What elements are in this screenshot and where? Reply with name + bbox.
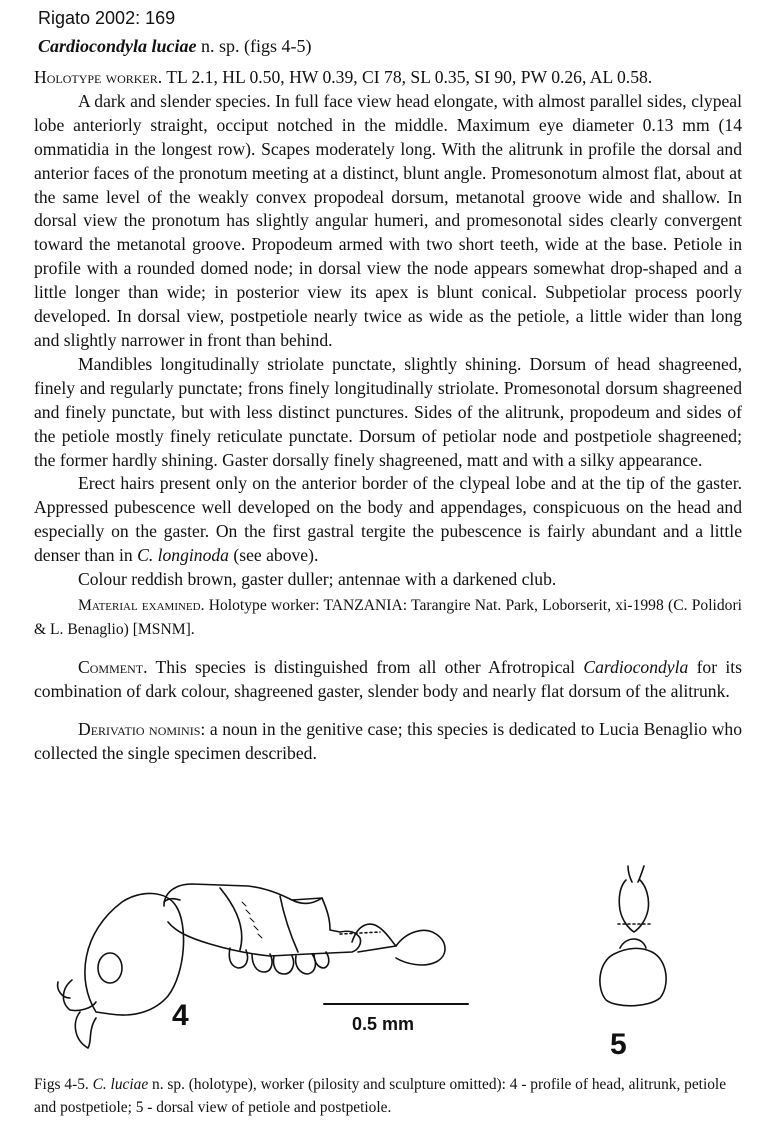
- derivatio-paragraph: [34, 718, 742, 766]
- description-p3-after: (see above).: [228, 545, 319, 566]
- caption-before: Figs 4-5.: [34, 1076, 93, 1093]
- comment-italic: Cardiocondyla: [583, 656, 689, 677]
- derivatio-text: a noun in the genitive case; this species is dedicated to Lucia Benaglio who collected the single specimen described.: [34, 718, 742, 763]
- alitrunk-outline: [164, 884, 361, 956]
- material-text: Holotype worker: TANZANIA: Tarangire Nat. Park, Loborserit, xi-1998 (C. Polidori & L. Benaglio) [MSNM].: [34, 596, 742, 638]
- figure-4-5: [40, 862, 740, 1067]
- description-paragraph-1: A dark and slender species. In full face view head elongate, with almost parallel sides, clypeal lobe anteriorly straight, occiput notched in the middle. Maximum eye diameter 0.13 mm (14 ommatidia in the longest row). Scapes moderately long. With the alitrunk in profile the dorsal and anterior faces of the pronotum meeting at a distinct, blunt angle. Promesonotum almost flat, about at the same level of the weakly convex propodeal dorsum, metanotal groove wide and shallow. In dorsal view the pronotum has slightly angular humeri, and promesonotal sides clearly convergent toward the metanotal groove. Propodeum armed with two short teeth, wide at the base. Petiole in profile with a rounded domed node; in dorsal view the node appears somewhat drop-shaped and a little longer than wide; in posterior view its apex is blunt conical. Subpetiolar process poorly developed. In dorsal view, postpetiole nearly twice as wide as the petiole, a little wider than long and slightly narrower in front than behind.: [34, 90, 742, 350]
- caption-after: n. sp. (holotype), worker (pilosity and sculpture omitted): 4 - profile of head, alitrunk, petiole and postpetiole; 5 - dorsal view of petiole and postpetiole.: [34, 1076, 727, 1116]
- figure-label-5: 5: [610, 1028, 627, 1061]
- figure-caption: [34, 1073, 744, 1119]
- material-examined-paragraph: [34, 594, 742, 642]
- comment-label: Comment.: [78, 656, 148, 677]
- dorsal-postpetiole-outline: [600, 948, 666, 1005]
- holotype-paragraph: [34, 66, 742, 90]
- comment-after: for its combination of dark colour, shagreened gaster, slender body and nearly flat dorsum of the alitrunk.: [34, 656, 743, 701]
- description-p3-before: Erect hairs present only on the anterior border of the clypeal lobe and at the tip of the gaster. Appressed pubescence well developed on the body and appendages, conspicuous on the head and especially on the gaster. On the first gastral tergite the pubescence is fairly abundant and a little denser than in: [34, 473, 742, 566]
- page-header: Rigato 2002: 169: [38, 8, 176, 28]
- scale-bar-label: 0.5 mm: [352, 1014, 415, 1034]
- holotype-label: Holotype worker.: [34, 67, 163, 87]
- caption-species: C. luciae: [92, 1076, 149, 1093]
- article-body: [34, 66, 742, 766]
- ant-drawing: [40, 862, 740, 1067]
- holotype-measurements: TL 2.1, HL 0.50, HW 0.39, CI 78, SL 0.35, SI 90, PW 0.26, AL 0.58.: [162, 67, 653, 87]
- head-outline: [85, 893, 184, 1015]
- comment-paragraph: [34, 656, 742, 704]
- figure-label-4: 4: [172, 999, 189, 1032]
- leg-3: [273, 956, 293, 974]
- clypeus-outline: [63, 980, 96, 1011]
- species-title: [38, 36, 312, 57]
- description-paragraph-2: Mandibles longitudinally striolate punctate, slightly shining. Dorsum of head shagreened, finely and regularly punctate; frons finely longitudinally striolate. Promesonotal dorsum shagreened and finely punctate, but with less distinct punctures. Sides of the alitrunk, propodeum and sides of the petiole mostly finely reticulate punctate. Dorsum of petiolar node and postpetiole shagreened; the former hardly shining. Gaster dorsally finely shagreened, matt and with a silky appearance.: [34, 353, 742, 470]
- species-title-rest: n. sp. (figs 4-5): [196, 36, 312, 56]
- description-p3-italic: C. longinoda: [137, 545, 229, 566]
- description-paragraph-3: [34, 472, 742, 568]
- comment-before: This species is distinguished from all other Afrotropical: [147, 656, 584, 677]
- leg-4: [296, 954, 316, 974]
- species-name: Cardiocondyla luciae: [38, 36, 197, 56]
- description-paragraph-4: Colour reddish brown, gaster duller; antennae with a darkened club.: [78, 569, 557, 590]
- postpetiole-outline: [396, 930, 445, 965]
- derivatio-label: Derivatio nominis:: [78, 718, 206, 739]
- eye-outline: [98, 953, 122, 983]
- material-label: Material examined.: [78, 596, 205, 614]
- mandible-outline: [75, 1012, 96, 1048]
